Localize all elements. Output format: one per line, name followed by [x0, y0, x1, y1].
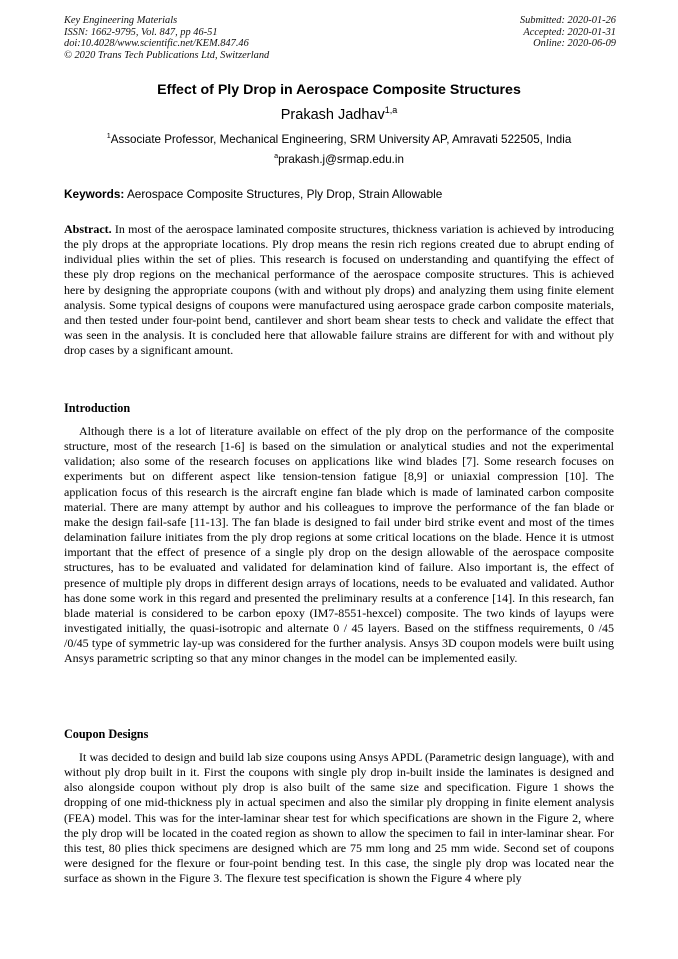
author-superscript: 1,a — [384, 105, 398, 115]
email-text: prakash.j@srmap.edu.in — [278, 153, 404, 166]
author-email — [0, 153, 678, 166]
paper-title: Effect of Ply Drop in Aerospace Composite Structures — [157, 82, 521, 98]
accepted-date: Accepted: 2020-01-31 — [523, 26, 616, 38]
abstract — [64, 222, 614, 358]
email-superscript: a — [274, 151, 279, 160]
journal-copyright: © 2020 Trans Tech Publications Ltd, Switzerland — [64, 49, 270, 61]
author-line — [0, 107, 678, 123]
affiliation-superscript: 1 — [106, 131, 111, 140]
online-date: Online: 2020-06-09 — [533, 38, 616, 50]
coupon-designs-paragraph: It was decided to design and build lab size coupons using Ansys APDL (Parametric design language), with and without ply drop built in it. First the coupons with single ply drop in-built inside the laminates is designed and also alongside coupon without ply drop is also built of the same size and specification. Figure 1 shows the dropping of one mid-thickness ply in actual specimen and also the similar ply dropping in finite element analysis (FEA) model. This was for the inter-laminar shear test for which specifications are shown in the Figure 2, where the ply drop will be located in the coated region as shown to allow the specimen to fail in inter-laminar shear. For this test, 80 plies thick specimens are designed which are 75 mm long and 25 mm wide. Second set of coupons were designed for the flexure or four-point bending test. In this case, the single ply drop was located near the surface as shown in the Figure 3. The flexure test specification is shown the Figure 4 where ply — [64, 750, 614, 886]
submitted-date: Submitted: 2020-01-26 — [519, 15, 616, 26]
author-name: Prakash Jadhav — [280, 107, 385, 123]
journal-name: Key Engineering Materials — [64, 15, 178, 26]
introduction-heading: Introduction — [64, 401, 131, 415]
journal-issn: ISSN: 1662-9795, Vol. 847, pp 46-51 — [64, 26, 218, 38]
affiliation — [0, 133, 678, 146]
journal-header-left — [64, 15, 269, 61]
keywords-text: Aerospace Composite Structures, Ply Drop, Strain Allowable — [124, 187, 443, 201]
affiliation-text: Associate Professor, Mechanical Engineering, SRM University AP, Amravati 522505, India — [110, 133, 572, 146]
keywords — [64, 187, 624, 201]
journal-doi: doi:10.4028/www.scientific.net/KEM.847.46 — [64, 38, 249, 50]
introduction-paragraph: Although there is a lot of literature available on effect of the ply drop on the performance of the composite structure, most of the research [1-6] is based on the simulation or analytical studies and not the experimental validation; also some of the research focuses on applications like wind blades [7]. Some research focuses on experiments but on different aspect like tension-tension fatigue [8,9] or uniaxial compression [10]. The application focus of this research is the aircraft engine fan blade which is made of laminated carbon composite material. There are many attempt by author and his colleagues to improve the performance of the fan blade or make the design fail-safe [11-13]. The fan blade is designed to fail under bird strike event and most of the times delamination failure initiates from the ply drop regions at some critical locations on the blade. Hence it is utmost important that the effect of presence of a single ply drop on the design allowable of the aerospace composite structures, has to be evaluated and validated for delamination kind of failure. Also important is, the effect of presence of multiple ply drops in different design arrays of locations, needs to be evaluated and validated. Author has done some work in this regard and presented the preliminary results at a conference [14]. In this research, fan blade material is considered to be carbon epoxy (IM7-8551-hexcel) composite. The two kinds of layups were investigated initially, the quasi-isotropic and alternate 0 / 45 layers. Based on the stiffness requirements, 0 /45 /0/45 type of symmetric lay-up was considered for the further analysis. Ansys 3D coupon models were built using Ansys parametric scripting so that any minor changes in the model can be implemented easily. — [64, 424, 614, 666]
keywords-label: Keywords: — [64, 187, 125, 201]
abstract-text: In most of the aerospace laminated composite structures, thickness variation is achieved by introducing the ply drops at the appropriate locations. Ply drop means the resin rich regions created due to abrupt ending of individual plies within the set of plies. This research is focused on understanding and quantifying the effect of these ply drop regions on the mechanical performance of the aerospace composite structures. This is achieved here by designing the appropriate coupons (with and without ply drops) and analyzing them using finite element analysis. Some typical designs of coupons were manufactured using aerospace grade carbon composite materials, and then tested under four-point bend, cantilever and short beam shear tests to check and validate the effect that was seen in the analysis. It is concluded here that allowable failure strains are different for with and without ply drop cases by a significant amount. — [64, 222, 614, 358]
coupon-designs-heading: Coupon Designs — [64, 727, 149, 741]
journal-header-right — [520, 15, 616, 50]
abstract-label: Abstract. — [64, 222, 112, 236]
